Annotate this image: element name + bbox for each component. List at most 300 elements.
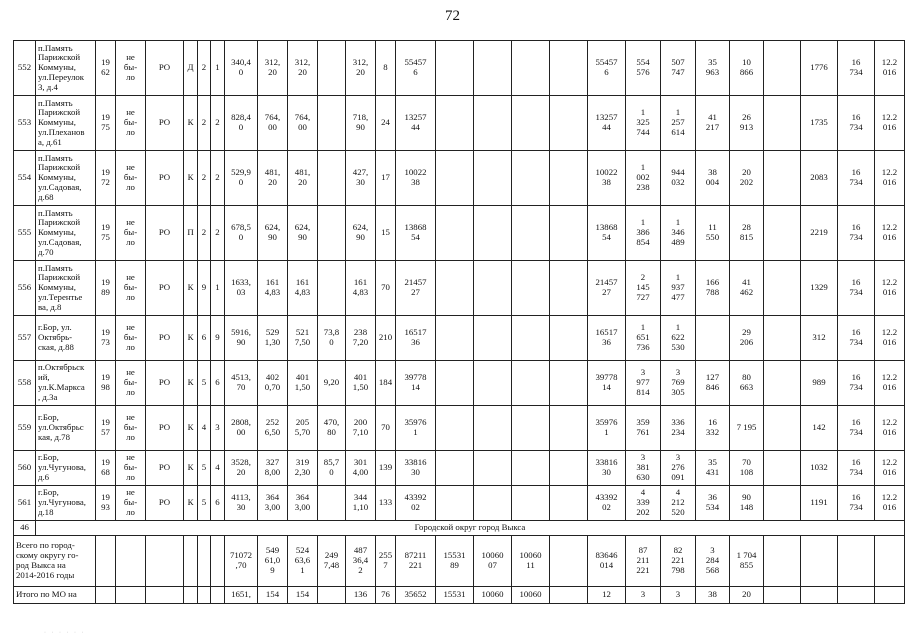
cost-cell: 21457 27 <box>396 261 436 316</box>
material-cell: РО <box>146 151 184 206</box>
people-total: 255 7 <box>376 536 396 587</box>
last-repair-cell: не бы- ло <box>116 316 146 361</box>
table-row <box>14 96 905 151</box>
total-area-cell: 5916, 90 <box>225 316 258 361</box>
cost-local-cell <box>512 41 550 96</box>
specific-cost-cell: 989 <box>801 361 838 406</box>
total-cost-cell: 35976 1 <box>588 406 626 451</box>
non-residential-area-cell: 9,20 <box>318 361 346 406</box>
wall-type-cell: К <box>184 316 198 361</box>
non-residential-area-cell <box>318 261 346 316</box>
empty-cell <box>184 536 198 587</box>
cost-other-cell <box>550 486 588 521</box>
address-cell: п.Память Парижской Коммуны, ул.Садовая, д.70 <box>36 206 96 261</box>
max-cost-cell: 16 734 <box>838 486 875 521</box>
residents-cell: 184 <box>376 361 396 406</box>
residents-cell: 70 <box>376 261 396 316</box>
material-cell: РО <box>146 96 184 151</box>
empty-cell <box>875 536 905 587</box>
total-total: 83646 014 <box>588 536 626 587</box>
cost-value-3-cell: 127 846 <box>696 361 730 406</box>
max-cost-cell: 16 734 <box>838 261 875 316</box>
area-owned-cell: 312, 20 <box>346 41 376 96</box>
cost-other-cell <box>550 41 588 96</box>
total-cost-cell: 43392 02 <box>588 486 626 521</box>
plan-date-cell: 12.2 016 <box>875 361 905 406</box>
area-mo: 1651, <box>225 587 258 604</box>
residents-cell: 17 <box>376 151 396 206</box>
extra-1-cell <box>764 316 801 361</box>
floors-cell: 2 <box>198 41 211 96</box>
cost-local-cell <box>512 361 550 406</box>
cost-value-3-cell <box>696 316 730 361</box>
area-owned-cell: 301 4,00 <box>346 451 376 486</box>
wall-type-cell: Д <box>184 41 198 96</box>
year-built-cell: 19 57 <box>96 406 116 451</box>
table-row <box>14 406 905 451</box>
cost-value-2-cell: 1 622 530 <box>661 316 696 361</box>
cost-value-2-cell: 1 937 477 <box>661 261 696 316</box>
v3-mo: 38 <box>696 587 730 604</box>
address-cell: п.Память Парижской Коммуны, ул.Плеханов а, д.61 <box>36 96 96 151</box>
plan-date-cell: 12.2 016 <box>875 151 905 206</box>
residential-area-cell: 312, 20 <box>288 41 318 96</box>
cost-federal-cell <box>436 361 474 406</box>
cost-value-3-cell: 36 534 <box>696 486 730 521</box>
wall-type-cell: К <box>184 451 198 486</box>
cost-value-4-cell: 41 462 <box>730 261 764 316</box>
specific-cost-cell: 1191 <box>801 486 838 521</box>
v2-total: 82 221 798 <box>661 536 696 587</box>
extra-1-cell <box>764 41 801 96</box>
register-table <box>13 40 905 604</box>
living-area-cell: 624, 90 <box>258 206 288 261</box>
specific-cost-cell: 1032 <box>801 451 838 486</box>
total-cost-cell: 13257 44 <box>588 96 626 151</box>
people-mo: 76 <box>376 587 396 604</box>
cost-regional-cell <box>474 151 512 206</box>
plan-date-cell: 12.2 016 <box>875 316 905 361</box>
cost-cell: 13868 54 <box>396 206 436 261</box>
empty-cell <box>96 536 116 587</box>
cost-value-3-cell: 166 788 <box>696 261 730 316</box>
page-number: 72 <box>445 8 460 24</box>
year-built-cell: 19 68 <box>96 451 116 486</box>
residential-area-cell: 521 7,50 <box>288 316 318 361</box>
empty-cell <box>96 587 116 604</box>
last-repair-cell: не бы- ло <box>116 151 146 206</box>
cost-federal-cell <box>436 406 474 451</box>
cost-regional-cell <box>474 96 512 151</box>
residents-cell: 24 <box>376 96 396 151</box>
residential-area-cell: 364 3,00 <box>288 486 318 521</box>
table-row <box>14 486 905 521</box>
material-cell: РО <box>146 41 184 96</box>
plan-date-cell: 12.2 016 <box>875 206 905 261</box>
cost-value-3-cell: 11 550 <box>696 206 730 261</box>
cost-local-cell <box>512 261 550 316</box>
cost-value-4-cell: 90 148 <box>730 486 764 521</box>
area-owned-cell: 624, 90 <box>346 206 376 261</box>
scan-artifact: · · · · · · <box>44 630 86 636</box>
cost-regional-cell <box>474 261 512 316</box>
area-owned-cell: 200 7,10 <box>346 406 376 451</box>
cost-federal-cell <box>436 41 474 96</box>
entrances-cell: 1 <box>211 261 225 316</box>
c2-total: 10060 07 <box>474 536 512 587</box>
cost-cell: 55457 6 <box>396 41 436 96</box>
living-area-cell: 312, 20 <box>258 41 288 96</box>
max-cost-cell: 16 734 <box>838 451 875 486</box>
year-built-cell: 19 93 <box>96 486 116 521</box>
total-area-cell: 4513, 70 <box>225 361 258 406</box>
living-area-cell: 481, 20 <box>258 151 288 206</box>
table-row <box>14 451 905 486</box>
cost-cell: 13257 44 <box>396 96 436 151</box>
cost-value-1-cell: 1 386 854 <box>626 206 661 261</box>
extra-1-cell <box>764 451 801 486</box>
cost-value-1-cell: 4 339 202 <box>626 486 661 521</box>
cost-value-1-cell: 1 325 744 <box>626 96 661 151</box>
section-title: Городской округ город Выкса <box>36 521 905 536</box>
mo-total-row <box>14 587 905 604</box>
entrances-cell: 9 <box>211 316 225 361</box>
cost-other-cell <box>550 451 588 486</box>
cost-value-1-cell: 3 977 814 <box>626 361 661 406</box>
cost-federal-cell <box>436 151 474 206</box>
material-cell: РО <box>146 406 184 451</box>
v1-total: 87 211 221 <box>626 536 661 587</box>
total-cost-cell: 55457 6 <box>588 41 626 96</box>
row-number-cell: 554 <box>14 151 36 206</box>
cost-value-2-cell: 336 234 <box>661 406 696 451</box>
entrances-cell: 6 <box>211 361 225 406</box>
living-area-cell: 402 0,70 <box>258 361 288 406</box>
non-residential-area-cell: 73,8 0 <box>318 316 346 361</box>
total-area-cell: 3528, 20 <box>225 451 258 486</box>
cost-cell: 39778 14 <box>396 361 436 406</box>
residential-area-cell: 624, 90 <box>288 206 318 261</box>
total-area-cell: 828,4 0 <box>225 96 258 151</box>
entrances-cell: 2 <box>211 151 225 206</box>
plan-date-cell: 12.2 016 <box>875 261 905 316</box>
row-number-cell: 557 <box>14 316 36 361</box>
material-cell: РО <box>146 316 184 361</box>
cost-federal-cell <box>436 451 474 486</box>
cost-cell: 33816 30 <box>396 451 436 486</box>
table-row <box>14 151 905 206</box>
living-area-cell: 529 1,30 <box>258 316 288 361</box>
cost-other-cell <box>550 206 588 261</box>
last-repair-cell: не бы- ло <box>116 261 146 316</box>
cost-value-4-cell: 26 913 <box>730 96 764 151</box>
cost-other-cell <box>550 361 588 406</box>
cost-other-cell <box>550 151 588 206</box>
cost-value-1-cell: 554 576 <box>626 41 661 96</box>
c2-mo: 10060 <box>474 587 512 604</box>
wall-type-cell: П <box>184 206 198 261</box>
max-cost-cell: 16 734 <box>838 96 875 151</box>
non-residential-area-cell: 470, 80 <box>318 406 346 451</box>
specific-cost-cell: 2219 <box>801 206 838 261</box>
year-built-cell: 19 98 <box>96 361 116 406</box>
entrances-cell: 1 <box>211 41 225 96</box>
cost-local-cell <box>512 316 550 361</box>
floors-cell: 2 <box>198 206 211 261</box>
entrances-cell: 3 <box>211 406 225 451</box>
residential-area-cell: 401 1,50 <box>288 361 318 406</box>
residents-cell: 139 <box>376 451 396 486</box>
material-cell: РО <box>146 361 184 406</box>
cost-cell: 10022 38 <box>396 151 436 206</box>
cost-federal-cell <box>436 96 474 151</box>
area-owned-cell: 161 4,83 <box>346 261 376 316</box>
cost-value-2-cell: 1 257 614 <box>661 96 696 151</box>
total-area-cell: 1633, 03 <box>225 261 258 316</box>
table-row <box>14 41 905 96</box>
extra-1-cell <box>764 406 801 451</box>
last-repair-cell: не бы- ло <box>116 486 146 521</box>
area4-total: 249 7,48 <box>318 536 346 587</box>
cost-value-4-cell: 28 815 <box>730 206 764 261</box>
total-area-cell: 2808, 00 <box>225 406 258 451</box>
empty-cell <box>764 587 801 604</box>
cost-federal-cell <box>436 261 474 316</box>
living-area-cell: 764, 00 <box>258 96 288 151</box>
c1-total: 15531 89 <box>436 536 474 587</box>
wall-type-cell: К <box>184 96 198 151</box>
extra-1-cell <box>764 151 801 206</box>
last-repair-cell: не бы- ло <box>116 361 146 406</box>
cost-local-cell <box>512 486 550 521</box>
v1-mo: 3 <box>626 587 661 604</box>
area2-mo: 154 <box>258 587 288 604</box>
c1-mo: 15531 <box>436 587 474 604</box>
section-number: 46 <box>14 521 36 536</box>
residential-area-cell: 319 2,30 <box>288 451 318 486</box>
non-residential-area-cell <box>318 486 346 521</box>
empty-cell <box>146 536 184 587</box>
last-repair-cell: не бы- ло <box>116 451 146 486</box>
cost-federal-cell <box>436 486 474 521</box>
extra-1-cell <box>764 206 801 261</box>
specific-cost-cell: 1329 <box>801 261 838 316</box>
cost-regional-cell <box>474 206 512 261</box>
empty-cell <box>198 536 211 587</box>
cost-cell: 16517 36 <box>396 316 436 361</box>
residents-cell: 133 <box>376 486 396 521</box>
total-cost-cell: 33816 30 <box>588 451 626 486</box>
row-number-cell: 552 <box>14 41 36 96</box>
table-row <box>14 361 905 406</box>
empty-cell <box>198 587 211 604</box>
total-area-cell: 529,9 0 <box>225 151 258 206</box>
cost-local-cell <box>512 151 550 206</box>
cost-other-cell <box>550 261 588 316</box>
empty-cell <box>211 536 225 587</box>
cost-regional-cell <box>474 316 512 361</box>
cost-other-cell <box>550 406 588 451</box>
empty-cell <box>318 587 346 604</box>
empty-cell <box>801 536 838 587</box>
living-area-cell: 161 4,83 <box>258 261 288 316</box>
cost-value-2-cell: 507 747 <box>661 41 696 96</box>
living-area-cell: 252 6,50 <box>258 406 288 451</box>
row-number-cell: 555 <box>14 206 36 261</box>
plan-date-cell: 12.2 016 <box>875 451 905 486</box>
non-residential-area-cell <box>318 41 346 96</box>
entrances-cell: 2 <box>211 96 225 151</box>
row-number-cell: 559 <box>14 406 36 451</box>
cost-regional-cell <box>474 406 512 451</box>
empty-cell <box>146 587 184 604</box>
cost-value-3-cell: 35 431 <box>696 451 730 486</box>
floors-cell: 5 <box>198 451 211 486</box>
empty-cell <box>764 536 801 587</box>
year-built-cell: 19 75 <box>96 206 116 261</box>
residential-area-cell: 205 5,70 <box>288 406 318 451</box>
specific-cost-cell: 312 <box>801 316 838 361</box>
non-residential-area-cell <box>318 151 346 206</box>
total-cost-cell: 13868 54 <box>588 206 626 261</box>
address-cell: г.Бор, ул.Чугунова, д.6 <box>36 451 96 486</box>
address-cell: п.Память Парижской Коммуны, ул.Терентье ва, д.8 <box>36 261 96 316</box>
floors-cell: 6 <box>198 316 211 361</box>
max-cost-cell: 16 734 <box>838 361 875 406</box>
cost-value-4-cell: 10 866 <box>730 41 764 96</box>
wall-type-cell: К <box>184 361 198 406</box>
last-repair-cell: не бы- ло <box>116 41 146 96</box>
plan-date-cell: 12.2 016 <box>875 41 905 96</box>
data-rows <box>14 41 905 604</box>
c3-mo: 10060 <box>512 587 550 604</box>
cost-cell: 43392 02 <box>396 486 436 521</box>
cost-value-4-cell: 70 108 <box>730 451 764 486</box>
cost-value-4-cell: 20 202 <box>730 151 764 206</box>
wall-type-cell: К <box>184 261 198 316</box>
wall-type-cell: К <box>184 151 198 206</box>
entrances-cell: 4 <box>211 451 225 486</box>
residents-cell: 70 <box>376 406 396 451</box>
row-number-cell: 556 <box>14 261 36 316</box>
total-cost-cell: 10022 38 <box>588 151 626 206</box>
living-area-cell: 364 3,00 <box>258 486 288 521</box>
table-row <box>14 206 905 261</box>
floors-cell: 2 <box>198 96 211 151</box>
extra-1-cell <box>764 96 801 151</box>
cost-value-4-cell: 29 206 <box>730 316 764 361</box>
area-owned-cell: 344 1,10 <box>346 486 376 521</box>
cost-local-cell <box>512 451 550 486</box>
area-owned-cell: 238 7,20 <box>346 316 376 361</box>
cost-regional-cell <box>474 361 512 406</box>
total-mo: 12 <box>588 587 626 604</box>
total-label: Всего по город- скому округу го- род Выкса на 2014-2016 годы <box>14 536 96 587</box>
entrances-cell: 2 <box>211 206 225 261</box>
total-area-cell: 340,4 0 <box>225 41 258 96</box>
table-row <box>14 316 905 361</box>
area-owned-cell: 427, 30 <box>346 151 376 206</box>
year-built-cell: 19 89 <box>96 261 116 316</box>
address-cell: г.Бор, ул.Октябрьс кая, д.78 <box>36 406 96 451</box>
area5-mo: 136 <box>346 587 376 604</box>
non-residential-area-cell <box>318 206 346 261</box>
empty-cell <box>875 587 905 604</box>
total-area-cell: 4113, 30 <box>225 486 258 521</box>
cost-local-cell <box>512 96 550 151</box>
cost-value-4-cell: 7 195 <box>730 406 764 451</box>
c3-total: 10060 11 <box>512 536 550 587</box>
residents-cell: 8 <box>376 41 396 96</box>
residential-area-cell: 764, 00 <box>288 96 318 151</box>
cost-value-2-cell: 1 346 489 <box>661 206 696 261</box>
address-cell: п.Память Парижской Коммуны, ул.Садовая, д.68 <box>36 151 96 206</box>
last-repair-cell: не бы- ло <box>116 406 146 451</box>
address-cell: п.Память Парижской Коммуны, ул.Переулок 3, д.4 <box>36 41 96 96</box>
area3-total: 524 63,6 1 <box>288 536 318 587</box>
cost-value-3-cell: 35 963 <box>696 41 730 96</box>
cost-other-cell <box>550 96 588 151</box>
empty-cell <box>211 587 225 604</box>
address-cell: г.Бор, ул.Чугунова, д.18 <box>36 486 96 521</box>
extra-1-cell <box>764 261 801 316</box>
empty-cell <box>116 587 146 604</box>
cost-other-cell <box>550 316 588 361</box>
table-row <box>14 261 905 316</box>
year-built-cell: 19 73 <box>96 316 116 361</box>
floors-cell: 9 <box>198 261 211 316</box>
specific-cost-cell: 142 <box>801 406 838 451</box>
year-built-cell: 19 75 <box>96 96 116 151</box>
specific-cost-cell: 1735 <box>801 96 838 151</box>
residential-area-cell: 161 4,83 <box>288 261 318 316</box>
year-built-cell: 19 72 <box>96 151 116 206</box>
cost-value-3-cell: 16 332 <box>696 406 730 451</box>
plan-date-cell: 12.2 016 <box>875 486 905 521</box>
non-residential-area-cell <box>318 96 346 151</box>
empty-cell <box>801 587 838 604</box>
wall-type-cell: К <box>184 486 198 521</box>
cost-value-3-cell: 38 004 <box>696 151 730 206</box>
cost-value-1-cell: 2 145 727 <box>626 261 661 316</box>
total-area-cell: 678,5 0 <box>225 206 258 261</box>
extra-1-cell <box>764 361 801 406</box>
address-cell: п.Октябрьск ий, ул.К.Маркса , д.3а <box>36 361 96 406</box>
specific-cost-cell: 1776 <box>801 41 838 96</box>
v3-total: 3 284 568 <box>696 536 730 587</box>
cost-federal-cell <box>436 316 474 361</box>
max-cost-cell: 16 734 <box>838 151 875 206</box>
v2-mo: 3 <box>661 587 696 604</box>
cost-value-1-cell: 359 761 <box>626 406 661 451</box>
v4-total: 1 704 855 <box>730 536 764 587</box>
max-cost-cell: 16 734 <box>838 406 875 451</box>
plan-date-cell: 12.2 016 <box>875 96 905 151</box>
sum-mo: 35652 <box>396 587 436 604</box>
floors-cell: 4 <box>198 406 211 451</box>
cost-regional-cell <box>474 451 512 486</box>
residential-area-cell: 481, 20 <box>288 151 318 206</box>
material-cell: РО <box>146 206 184 261</box>
extra-1-cell <box>764 486 801 521</box>
total-cost-cell: 21457 27 <box>588 261 626 316</box>
cost-value-1-cell: 1 651 736 <box>626 316 661 361</box>
area2-total: 549 61,0 9 <box>258 536 288 587</box>
floors-cell: 5 <box>198 361 211 406</box>
empty-cell <box>116 536 146 587</box>
cost-value-2-cell: 944 032 <box>661 151 696 206</box>
address-cell: г.Бор, ул. Октябрь- ская, д.88 <box>36 316 96 361</box>
